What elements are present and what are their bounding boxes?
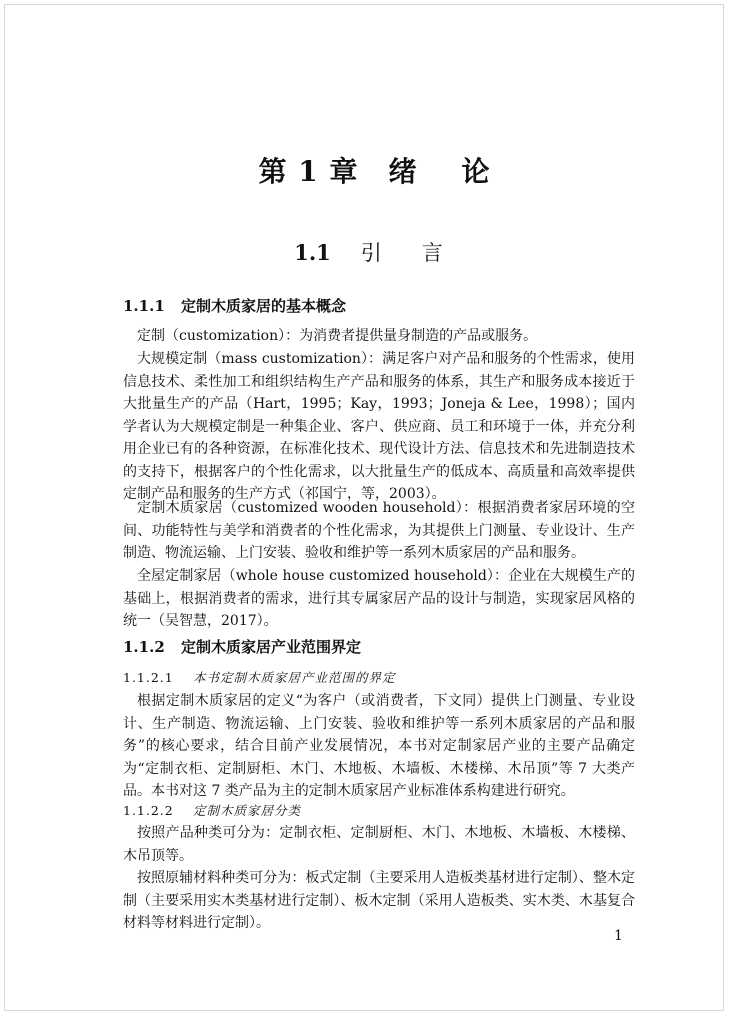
paragraph-customized-wooden-household: 定制木质家居（customized wooden household）：根据消费者家居环境的空间、功能特性与美学和消费者的个性化需求，为其提供上门测量、专业设计、生产制造、物流运输、上门安装、验收和维护等一系列木质家居的产品和服务。	[123, 500, 635, 561]
chapter-title-right: 论	[461, 155, 491, 188]
chapter-title-left: 绪	[388, 155, 418, 188]
subsection-text-1: 定制木质家居的基本概念	[181, 297, 347, 315]
subsection-number-2: 1.1.2	[123, 638, 165, 656]
paragraph-customization: 定制（customization）：为消费者提供量身制造的产品或服务。	[137, 328, 538, 344]
page-number: 1	[614, 928, 623, 944]
chapter-title	[113, 150, 636, 190]
section-title-right: 言	[421, 241, 443, 265]
subsubsection-title-1	[123, 668, 396, 686]
paragraph-material-type: 按照原辅材料种类可分为：板式定制（主要采用人造板类基材进行定制）、整木定制（主要采用实木类基材进行定制）、板木定制（采用人造板类、实木类、木基复合材料等材料进行定制）。	[123, 870, 635, 931]
paragraph-product-type: 按照产品种类可分为：定制衣柜、定制厨柜、木门、木地板、木墙板、木楼梯、木吊顶等。	[123, 825, 635, 864]
subsection-text-2: 定制木质家居产业范围界定	[181, 638, 362, 656]
section-title-left: 引	[360, 241, 382, 265]
paragraph-mass-customization: 大规模定制（mass customization）：满足客户对产品和服务的个性需求，使用信息技术、柔性加工和组织结构生产产品和服务的体系，其生产和服务成本接近于大批量生产的产品（Hart，1995；Kay，1993；Joneja & Lee，1998）；国内学者认为大规模定制是一种集企业、客户、供应商、员工和环境于一体，并充分利用企业已有的各种资源，在标准化技术、现代设计方法、信息技术和先进制造技术的支持下，根据客户的个性化需求，以大批量生产的低成本、高质量和高效率提供定制产品和服务的生产方式（祁国宁，等，2003）。	[123, 351, 635, 502]
subsection-title-1	[123, 295, 346, 316]
paragraph-industry-scope: 根据定制木质家居的定义“为客户（或消费者，下文同）提供上门测量、专业设计、生产制造、物流运输、上门安装、验收和维护等一系列木质家居的产品和服务”的核心要求，结合目前产业发展情况，本书对定制家居产业的主要产品确定为“定制衣柜、定制厨柜、木门、木地板、木墙板、木楼梯、木吊顶”等 7 大类产品。本书对这 7 类产品为主的定制木质家居产业标准体系构建进行研究。	[123, 693, 635, 799]
subsubsection-title-2	[123, 801, 301, 819]
subsubsection-number-2: 1.1.2.2	[123, 803, 174, 818]
subsubsection-number-1: 1.1.2.1	[123, 670, 174, 685]
subsubsection-text-2: 定制木质家居分类	[193, 803, 302, 818]
subsection-title-2	[123, 636, 361, 657]
chapter-label: 第 1 章	[258, 155, 359, 188]
paragraph-whole-house: 全屋定制家居（whole house customized household）：企业在大规模生产的基础上，根据消费者的需求，进行其专属家居产品的设计与制造，实现家居风格的统一（吴智慧，2017）。	[123, 568, 635, 629]
subsection-number-1: 1.1.1	[123, 297, 165, 315]
subsubsection-text-1: 本书定制木质家居产业范围的界定	[193, 670, 396, 685]
section-title	[113, 237, 636, 267]
section-number: 1.1	[294, 240, 331, 265]
